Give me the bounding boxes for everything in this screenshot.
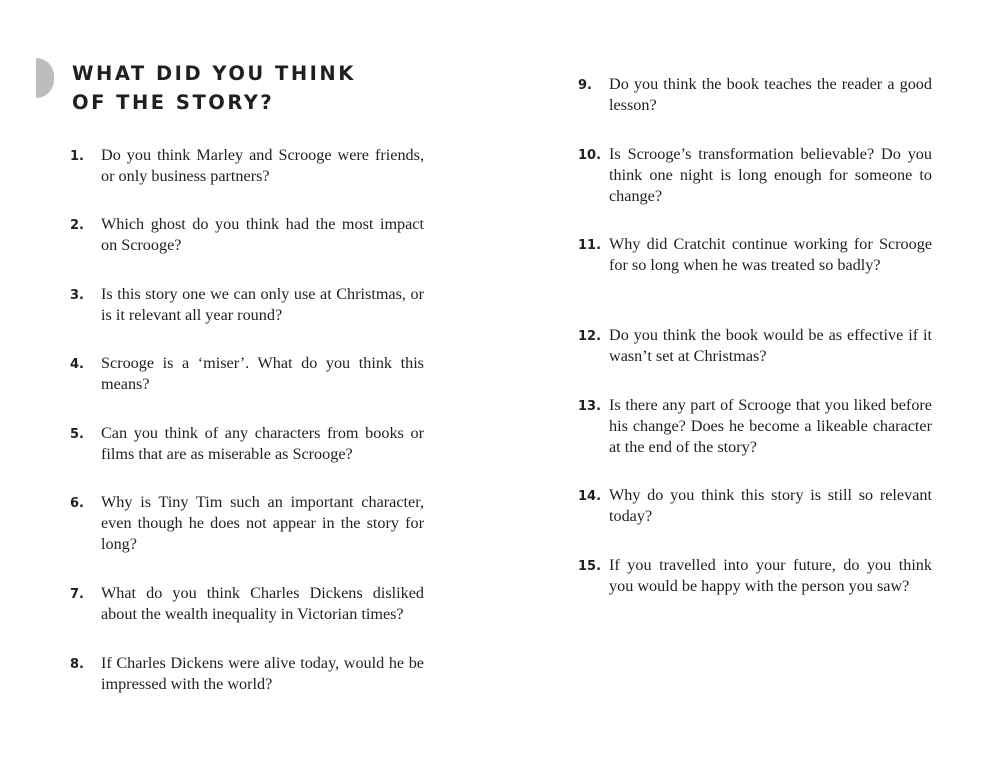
question-number: 10.	[578, 148, 602, 163]
question-text: What do you think Charles Dickens disliked about the wealth inequality in Victorian times?	[101, 584, 424, 623]
question-text: If Charles Dickens were alive today, would he be impressed with the world?	[101, 654, 424, 693]
question-item-13	[578, 395, 932, 458]
question-number: 3.	[70, 288, 84, 303]
question-number: 7.	[70, 587, 84, 602]
question-text: Why did Cratchit continue working for Scrooge for so long when he was treated so badly?	[609, 235, 932, 274]
question-number: 4.	[70, 357, 84, 372]
question-item-10	[578, 144, 932, 207]
question-number: 14.	[578, 489, 602, 504]
question-number: 8.	[70, 657, 84, 672]
section-tab-marker	[36, 58, 54, 98]
question-number: 1.	[70, 149, 84, 164]
question-number: 13.	[578, 399, 602, 414]
question-number: 11.	[578, 238, 602, 253]
question-item-14	[578, 485, 932, 527]
question-item-12	[578, 325, 932, 367]
page-title-line-2: OF THE STORY?	[72, 91, 275, 114]
question-text: Is this story one we can only use at Christmas, or is it relevant all year round?	[101, 285, 424, 324]
question-text: Is there any part of Scrooge that you liked before his change? Does he become a likeable character at the end of the story?	[609, 396, 932, 456]
question-text: Can you think of any characters from books or films that are as miserable as Scrooge?	[101, 424, 424, 463]
question-number: 5.	[70, 427, 84, 442]
question-number: 2.	[70, 218, 84, 233]
question-number: 12.	[578, 329, 602, 344]
question-number: 15.	[578, 559, 602, 574]
question-text: Do you think the book teaches the reader a good lesson?	[609, 75, 932, 114]
question-item-2	[70, 214, 424, 256]
question-item-9	[578, 74, 932, 116]
question-item-15	[578, 555, 932, 597]
question-number: 9.	[578, 78, 592, 93]
question-text: Do you think Marley and Scrooge were friends, or only business partners?	[101, 146, 424, 185]
question-text: Is Scrooge’s transformation believable? Do you think one night is long enough for someone to change?	[609, 145, 932, 205]
page-title	[72, 59, 432, 117]
question-item-1	[70, 145, 424, 187]
question-item-4	[70, 353, 424, 395]
question-text: Why is Tiny Tim such an important character, even though he does not appear in the story for long?	[101, 493, 424, 553]
question-item-6	[70, 492, 424, 555]
page-title-line-1: WHAT DID YOU THINK	[72, 62, 356, 85]
question-text: If you travelled into your future, do you think you would be happy with the person you saw?	[609, 556, 932, 595]
question-item-3	[70, 284, 424, 326]
question-text: Scrooge is a ‘miser’. What do you think this means?	[101, 354, 424, 393]
question-text: Which ghost do you think had the most impact on Scrooge?	[101, 215, 424, 254]
question-number: 6.	[70, 496, 84, 511]
question-text: Do you think the book would be as effective if it wasn’t set at Christmas?	[609, 326, 932, 365]
question-text: Why do you think this story is still so relevant today?	[609, 486, 932, 525]
question-item-7	[70, 583, 424, 625]
question-item-5	[70, 423, 424, 465]
question-item-8	[70, 653, 424, 695]
question-item-11	[578, 234, 932, 276]
